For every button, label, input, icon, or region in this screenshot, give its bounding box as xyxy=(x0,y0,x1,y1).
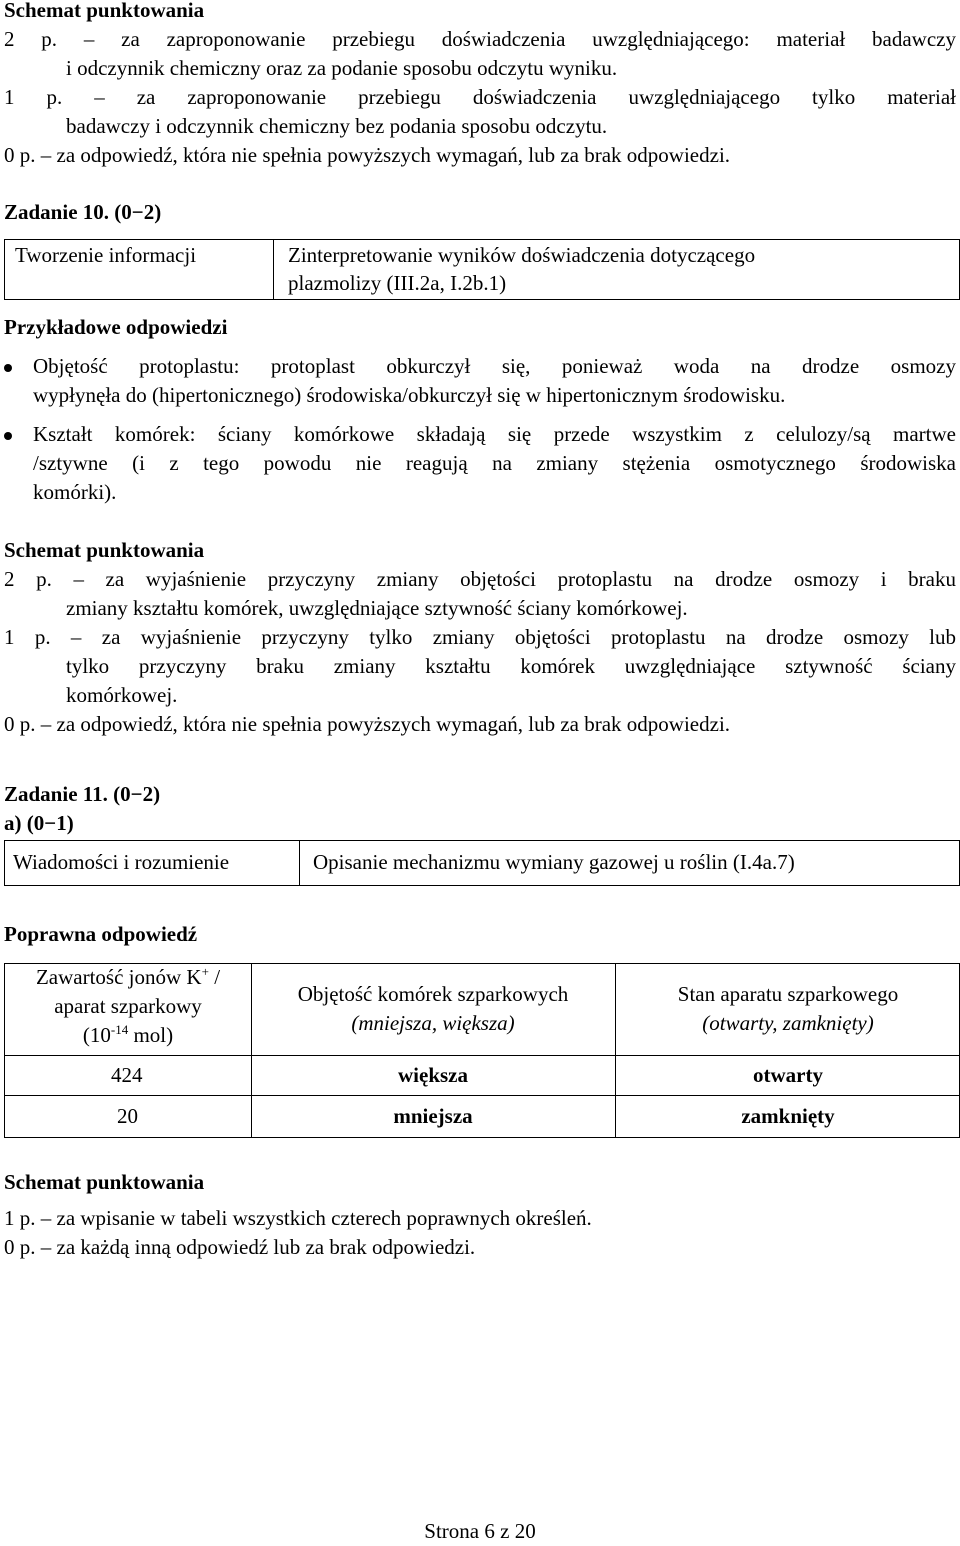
col1-header-sup: + xyxy=(201,964,209,979)
scoring-heading-top: Schemat punktowania xyxy=(4,0,205,22)
task10-bullet2-line1: Kształt komórek: ściany komórkowe składają się przede wszystkim z celulozy/są martwe xyxy=(33,422,956,446)
col1-header-line1: Zawartość jonów K xyxy=(35,965,202,989)
task11-subtitle: a) (0−1) xyxy=(4,811,74,835)
table-row2-state: zamknięty xyxy=(741,1104,835,1128)
table-row2-value: 20 xyxy=(117,1104,138,1128)
table-header-col3 xyxy=(615,980,960,1038)
task10-box-left: Tworzenie informacji xyxy=(15,243,197,267)
table-header-col1 xyxy=(5,963,251,1050)
scoring-item-2p-lead: 2 p. – za zaproponowanie przebiegu doświadczenia uwzględniającego: materiał badawczy xyxy=(4,27,956,51)
table-row2-volume: mniejsza xyxy=(393,1104,473,1128)
task11-points: (0−2) xyxy=(113,782,161,806)
task10-scoring-1p-cont1: tylko przyczyny braku zmiany kształtu komórek uwzględniające sztywność ściany xyxy=(66,654,956,678)
task10-scoring-0p: 0 p. – za odpowiedź, która nie spełnia powyższych wymagań, lub za brak odpowiedzi. xyxy=(4,712,731,736)
task10-title: Zadanie 10. xyxy=(4,200,110,224)
bullet-dot xyxy=(4,364,12,372)
task10-header xyxy=(4,198,956,227)
task10-points: (0−2) xyxy=(114,200,162,224)
table-row1-state: otwarty xyxy=(753,1063,823,1087)
task10-answers-heading: Przykładowe odpowiedzi xyxy=(4,315,228,339)
col1-header-line1-tail: / xyxy=(208,965,221,989)
col2-header-line2: (mniejsza, większa) xyxy=(351,1011,515,1035)
scoring-item-2p-cont: i odczynnik chemiczny oraz za podanie sposobu odczytu wyniku. xyxy=(66,56,618,80)
task11-answer-heading: Poprawna odpowiedź xyxy=(4,922,198,946)
bullet-dot xyxy=(4,432,12,440)
task10-bullet1-line2: wypłynęła do (hipertonicznego) środowiska/obkurczył się w hipertonicznym środowisku. xyxy=(33,383,786,407)
task10-bullet2-line2: /sztywne (i z tego powodu nie reagują na zmiany stężenia osmotycznego środowiska xyxy=(33,451,956,475)
col2-header-line1: Objętość komórek szparkowych xyxy=(297,982,569,1006)
task10-box-right-line1: Zinterpretowanie wyników doświadczenia dotyczącego xyxy=(288,243,756,267)
task10-scoring-heading: Schemat punktowania xyxy=(4,538,205,562)
task10-bullet1-line1: Objętość protoplastu: protoplast obkurczył się, ponieważ woda na drodze osmozy xyxy=(33,354,956,378)
col1-header-line3-sup: -14 xyxy=(110,1022,129,1037)
table-header-col2 xyxy=(251,980,615,1038)
col1-header-line3b: mol) xyxy=(128,1023,174,1047)
task10-requirements-box xyxy=(4,239,960,300)
task10-box-right-line2: plazmolizy (III.2a, I.2b.1) xyxy=(288,271,507,295)
task10-scoring-2p-lead: 2 p. – za wyjaśnienie przyczyny zmiany objętości protoplastu na drodze osmozy i braku xyxy=(4,567,956,591)
scoring-item-0p: 0 p. – za odpowiedź, która nie spełnia powyższych wymagań, lub za brak odpowiedzi. xyxy=(4,143,731,167)
answer-table xyxy=(4,963,960,1138)
col1-header-line3a: (10 xyxy=(82,1023,111,1047)
col3-header-line1: Stan aparatu szparkowego xyxy=(677,982,899,1006)
task11-box-divider xyxy=(299,841,300,885)
task11-header xyxy=(4,780,956,809)
page-number: Strona 6 z 20 xyxy=(424,1519,536,1543)
col3-header-line2: (otwarty, zamknięty) xyxy=(702,1011,874,1035)
task10-scoring-1p-cont2: komórkowej. xyxy=(66,683,178,707)
task11-scoring-0p: 0 p. – za każdą inną odpowiedź lub za brak odpowiedzi. xyxy=(4,1235,476,1259)
col1-header-line2: aparat szparkowy xyxy=(54,994,202,1018)
task11-scoring-heading: Schemat punktowania xyxy=(4,1170,205,1194)
task11-requirements-box xyxy=(4,840,960,886)
scoring-item-1p-cont: badawczy i odczynnik chemiczny bez podania sposobu odczytu. xyxy=(66,114,608,138)
table-row-divider-2 xyxy=(5,1095,959,1096)
task10-scoring-1p-lead: 1 p. – za wyjaśnienie przyczyny tylko zmiany objętości protoplastu na drodze osmozy lub xyxy=(4,625,956,649)
scoring-item-1p-lead: 1 p. – za zaproponowanie przebiegu doświadczenia uwzględniającego tylko materiał xyxy=(4,85,956,109)
task11-title: Zadanie 11. xyxy=(4,782,108,806)
task10-box-divider xyxy=(273,240,274,299)
table-row1-volume: większa xyxy=(398,1063,468,1087)
task10-scoring-2p-cont: zmiany kształtu komórek, uwzględniające sztywność ściany komórkowej. xyxy=(66,596,688,620)
table-row1-value: 424 xyxy=(111,1063,143,1087)
table-row-divider-1 xyxy=(5,1055,959,1056)
task11-scoring-1p: 1 p. – za wpisanie w tabeli wszystkich czterech poprawnych określeń. xyxy=(4,1206,592,1230)
task11-box-left: Wiadomości i rozumienie xyxy=(13,850,230,874)
task10-bullet2-line3: komórki). xyxy=(33,480,117,504)
task11-box-right: Opisanie mechanizmu wymiany gazowej u roślin (I.4a.7) xyxy=(313,850,795,874)
